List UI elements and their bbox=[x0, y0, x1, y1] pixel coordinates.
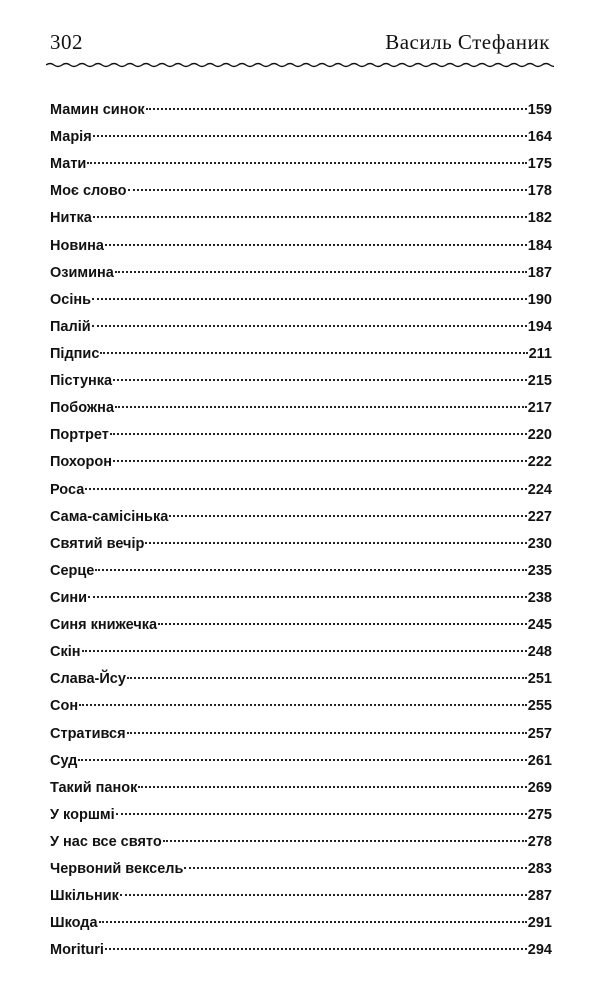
toc-entry-page-number: 238 bbox=[527, 589, 552, 606]
toc-entry-page-number: 278 bbox=[527, 833, 552, 850]
toc-entry-page-number: 275 bbox=[527, 806, 552, 823]
dot-leader bbox=[87, 162, 526, 164]
toc-entry-title: Сон bbox=[50, 698, 79, 715]
toc-entry-title: Моє слово bbox=[50, 183, 127, 200]
toc-entry-page-number: 291 bbox=[527, 915, 552, 932]
toc-entry-title: Роса bbox=[50, 481, 85, 498]
toc-entry-title: Такий панок bbox=[50, 779, 138, 796]
page-header bbox=[50, 30, 550, 62]
toc-entry-page-number: 261 bbox=[527, 752, 552, 769]
toc-entry bbox=[50, 368, 552, 395]
dot-leader bbox=[100, 352, 527, 354]
toc-entry-title: Шкільник bbox=[50, 888, 119, 905]
toc-entry-title: Слава-Йсу bbox=[50, 671, 126, 688]
toc-entry bbox=[50, 124, 552, 151]
dot-leader bbox=[115, 406, 527, 408]
dot-leader bbox=[113, 460, 527, 462]
table-of-contents bbox=[50, 97, 552, 965]
dot-leader bbox=[184, 867, 526, 869]
dot-leader bbox=[127, 677, 527, 679]
dot-leader bbox=[113, 379, 527, 381]
toc-entry bbox=[50, 775, 552, 802]
toc-entry-page-number: 287 bbox=[527, 888, 552, 905]
toc-entry-page-number: 255 bbox=[527, 698, 552, 715]
toc-entry-page-number: 215 bbox=[527, 373, 552, 390]
dot-leader bbox=[110, 433, 527, 435]
dot-leader bbox=[99, 921, 527, 923]
toc-entry-title: Шкода bbox=[50, 915, 98, 932]
toc-entry bbox=[50, 937, 552, 964]
toc-entry bbox=[50, 504, 552, 531]
dot-leader bbox=[169, 515, 527, 517]
toc-entry-page-number: 235 bbox=[527, 562, 552, 579]
toc-entry-title: Moriturі bbox=[50, 942, 104, 959]
toc-entry-page-number: 294 bbox=[527, 942, 552, 959]
dot-leader bbox=[163, 840, 527, 842]
toc-entry bbox=[50, 531, 552, 558]
toc-entry bbox=[50, 802, 552, 829]
dot-leader bbox=[127, 732, 527, 734]
toc-entry bbox=[50, 151, 552, 178]
toc-entry bbox=[50, 477, 552, 504]
toc-entry-page-number: 269 bbox=[527, 779, 552, 796]
toc-entry bbox=[50, 395, 552, 422]
toc-entry bbox=[50, 721, 552, 748]
toc-entry-page-number: 178 bbox=[527, 183, 552, 200]
running-title: Василь Стефаник bbox=[385, 30, 550, 54]
toc-entry bbox=[50, 856, 552, 883]
toc-entry-title: Мамин синок bbox=[50, 102, 145, 118]
toc-entry-title: Побожна bbox=[50, 400, 115, 417]
toc-entry-title: Портрет bbox=[50, 427, 109, 444]
toc-entry bbox=[50, 829, 552, 856]
toc-entry-page-number: 230 bbox=[527, 535, 552, 552]
toc-entry bbox=[50, 341, 552, 368]
toc-entry bbox=[50, 422, 552, 449]
dot-leader bbox=[92, 325, 527, 327]
toc-entry bbox=[50, 748, 552, 775]
toc-entry bbox=[50, 612, 552, 639]
page-number: 302 bbox=[50, 30, 83, 54]
toc-entry bbox=[50, 910, 552, 937]
toc-entry-title: У коршмі bbox=[50, 806, 115, 823]
toc-entry-title: Нитка bbox=[50, 210, 92, 227]
dot-leader bbox=[88, 596, 527, 598]
toc-entry-title: Сини bbox=[50, 589, 88, 606]
toc-entry-title: Червоний вексель bbox=[50, 861, 184, 878]
wavy-rule-divider bbox=[46, 59, 554, 71]
toc-entry bbox=[50, 558, 552, 585]
dot-leader bbox=[92, 298, 527, 300]
toc-entry-page-number: 224 bbox=[527, 481, 552, 498]
dot-leader bbox=[116, 813, 527, 815]
toc-entry-title: Осінь bbox=[50, 291, 92, 308]
toc-entry-title: Серце bbox=[50, 562, 95, 579]
toc-entry-title: Похорон bbox=[50, 454, 112, 471]
toc-entry-page-number: 182 bbox=[527, 210, 552, 227]
dot-leader bbox=[105, 244, 527, 246]
toc-entry-title: Палій bbox=[50, 318, 91, 335]
dot-leader bbox=[115, 271, 527, 273]
dot-leader bbox=[93, 216, 527, 218]
toc-entry-page-number: 211 bbox=[528, 345, 552, 362]
toc-entry bbox=[50, 585, 552, 612]
toc-entry-page-number: 227 bbox=[527, 508, 552, 525]
toc-entry-page-number: 164 bbox=[527, 129, 552, 146]
toc-entry-page-number: 217 bbox=[527, 400, 552, 417]
toc-entry-page-number: 248 bbox=[527, 644, 552, 661]
toc-entry-title: Синя книжечка bbox=[50, 617, 158, 634]
dot-leader bbox=[138, 786, 526, 788]
toc-entry-title: Підпис bbox=[50, 345, 100, 362]
toc-entry-page-number: 190 bbox=[527, 291, 552, 308]
toc-entry-page-number: 175 bbox=[527, 156, 552, 173]
toc-entry bbox=[50, 97, 552, 124]
toc-entry bbox=[50, 693, 552, 720]
dot-leader bbox=[105, 948, 527, 950]
toc-entry-page-number: 245 bbox=[527, 617, 552, 634]
toc-entry-title: Пістунка bbox=[50, 373, 113, 390]
toc-entry bbox=[50, 178, 552, 205]
toc-entry-title: Суд bbox=[50, 752, 78, 769]
toc-entry-page-number: 159 bbox=[527, 102, 552, 118]
dot-leader bbox=[85, 488, 527, 490]
dot-leader bbox=[158, 623, 527, 625]
toc-entry-title: Новина bbox=[50, 237, 104, 254]
toc-entry-page-number: 220 bbox=[527, 427, 552, 444]
toc-entry-page-number: 222 bbox=[527, 454, 552, 471]
toc-entry-title: Стратився bbox=[50, 725, 126, 742]
toc-entry bbox=[50, 449, 552, 476]
toc-entry-page-number: 257 bbox=[527, 725, 552, 742]
toc-entry-title: Озимина bbox=[50, 264, 114, 281]
toc-entry-page-number: 187 bbox=[527, 264, 552, 281]
toc-entry bbox=[50, 260, 552, 287]
dot-leader bbox=[82, 650, 527, 652]
toc-entry-title: Марія bbox=[50, 129, 92, 146]
toc-entry bbox=[50, 287, 552, 314]
toc-entry-title: Сама-самісінька bbox=[50, 508, 169, 525]
toc-entry-title: Мати bbox=[50, 156, 87, 173]
toc-entry-page-number: 184 bbox=[527, 237, 552, 254]
toc-entry-title: Святий вечір bbox=[50, 535, 145, 552]
toc-entry bbox=[50, 205, 552, 232]
toc-entry-title: У нас все свято bbox=[50, 833, 162, 850]
dot-leader bbox=[146, 108, 527, 110]
dot-leader bbox=[95, 569, 526, 571]
toc-entry-title: Скін bbox=[50, 644, 81, 661]
toc-entry-page-number: 194 bbox=[527, 318, 552, 335]
toc-entry bbox=[50, 639, 552, 666]
dot-leader bbox=[78, 759, 526, 761]
dot-leader bbox=[93, 135, 527, 137]
toc-entry bbox=[50, 314, 552, 341]
dot-leader bbox=[120, 894, 527, 896]
toc-entry bbox=[50, 883, 552, 910]
dot-leader bbox=[79, 704, 527, 706]
dot-leader bbox=[145, 542, 526, 544]
toc-entry bbox=[50, 666, 552, 693]
toc-entry-page-number: 283 bbox=[527, 861, 552, 878]
toc-entry-page-number: 251 bbox=[527, 671, 552, 688]
toc-entry bbox=[50, 233, 552, 260]
dot-leader bbox=[128, 189, 527, 191]
